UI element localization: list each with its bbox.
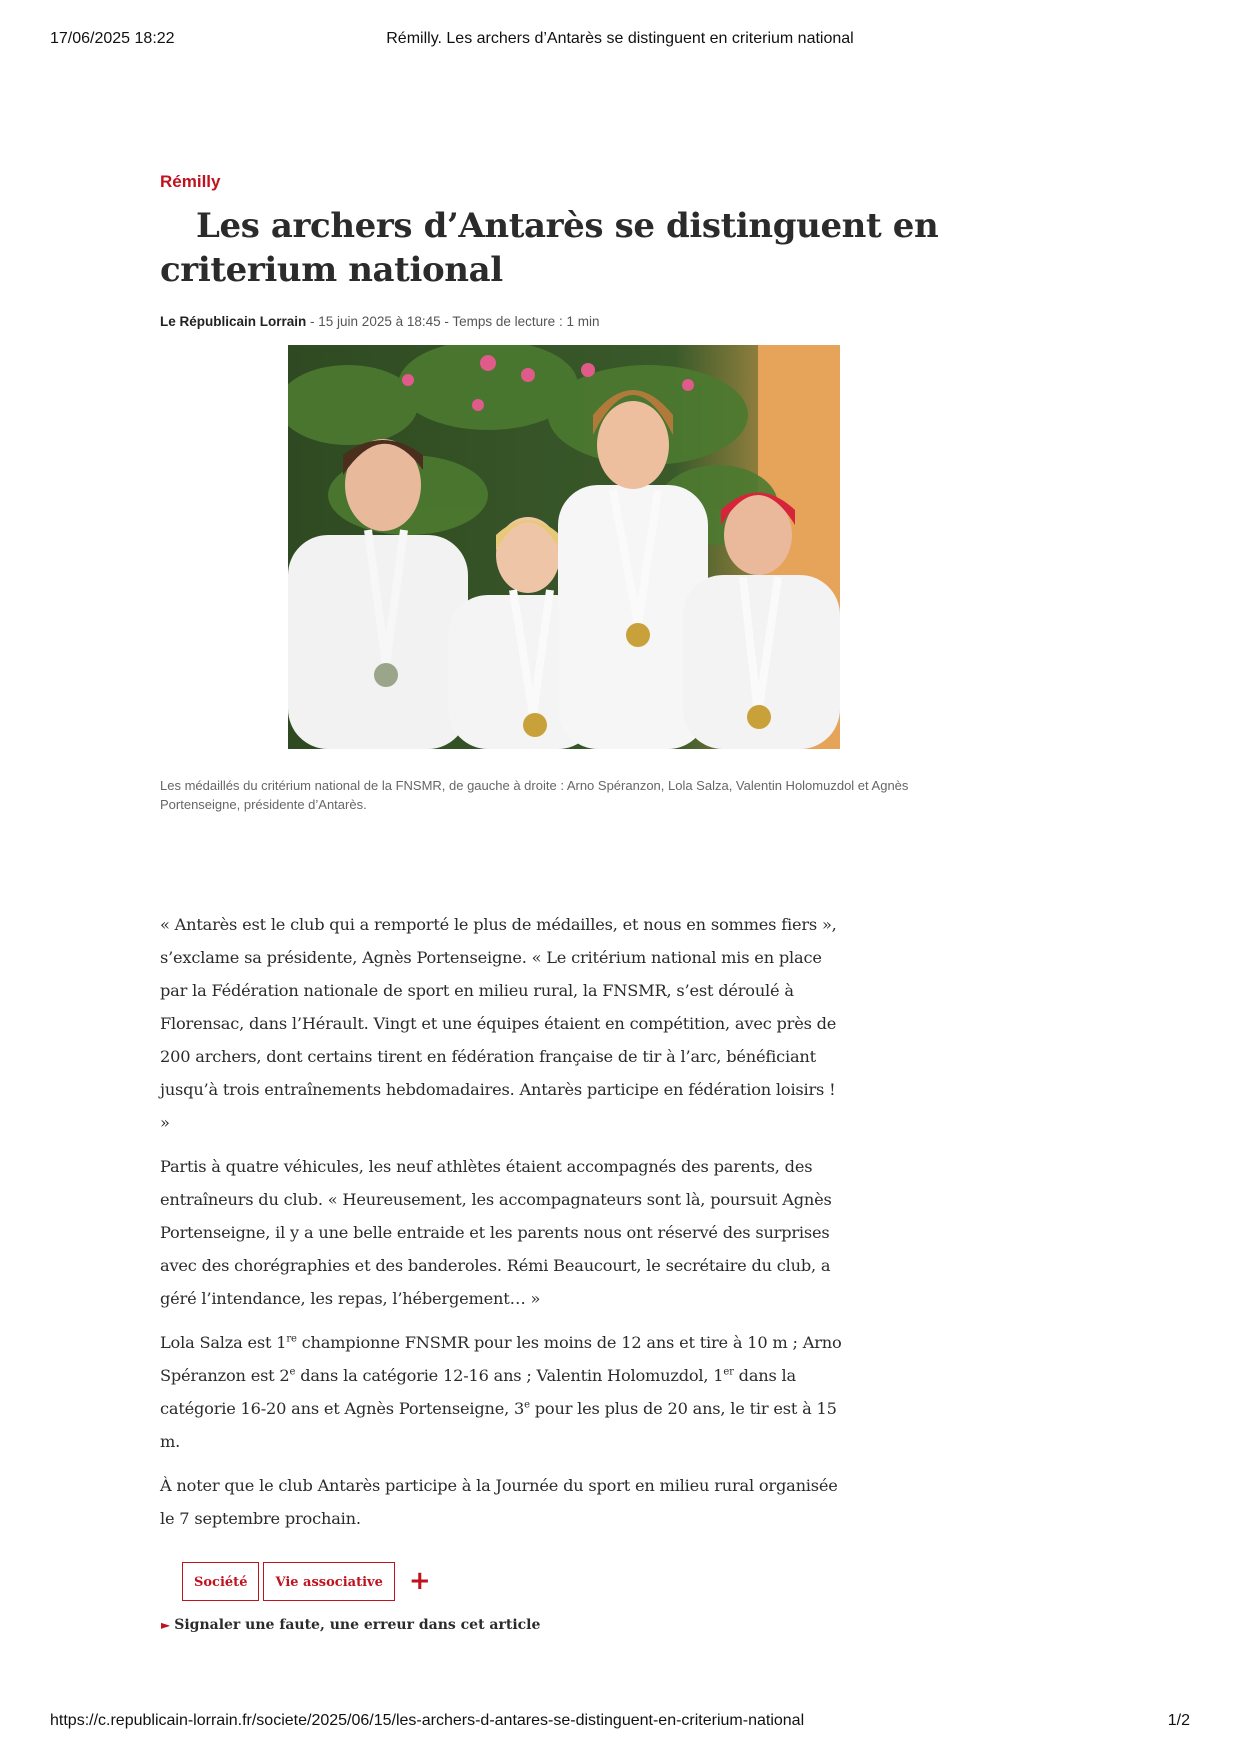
results-sup-4: e: [524, 1399, 530, 1411]
plus-icon[interactable]: +: [408, 1565, 431, 1596]
paragraph-2: Partis à quatre véhicules, les neuf athlètes étaient accompagnés des parents, des entraîneurs du club. « Heureusement, les accompagnateurs sont là, poursuit Agnès Portenseigne, il y a une belle entraide et les parents nous ont réservé des surprises avec des chorégraphies et des banderoles. Rémi Beaucourt, le secrétaire du club, a géré l’intendance, les repas, l’hébergement… »: [160, 1157, 832, 1308]
article-kicker[interactable]: Rémilly: [160, 172, 221, 191]
article-header: [160, 170, 980, 332]
paragraph-closing: À noter que le club Antarès participe à la Journée du sport en milieu rural organisée le 7 septembre prochain.: [160, 1476, 838, 1528]
report-error-link[interactable]: [161, 1614, 540, 1636]
article-body: [160, 908, 850, 1546]
byline-meta: - 15 juin 2025 à 18:45 - Temps de lecture : 1 min: [306, 314, 600, 329]
report-error-label: Signaler une faute, une erreur dans cet article: [174, 1617, 541, 1633]
results-sup-1: re: [286, 1333, 297, 1345]
triangle-right-icon: ►: [161, 1618, 171, 1632]
results-text-4: dans la catégorie 16-20 ans et Agnès Portenseigne, 3: [160, 1366, 796, 1418]
article-headline: Les archers d’Antarès se distinguent en criterium national: [160, 206, 939, 290]
results-text-2: championne FNSMR pour les moins de 12 ans et tire à 10 m ; Arno Spéranzon est 2: [160, 1333, 842, 1385]
paragraph-results: [160, 1326, 850, 1458]
print-header: [50, 30, 1190, 52]
paragraph-1: « Antarès est le club qui a remporté le plus de médailles, et nous en sommes fiers », s’exclame sa présidente, Agnès Portenseigne. « Le critérium national mis en place par la Fédération nationale de sport en milieu rural, la FNSMR, s’est déroulé à Florensac, dans l’Hérault. Vingt et une équipes étaient en compétition, avec près de 200 archers, dont certains tirent en fédération française de tir à l’arc, bénéficiant jusqu’à trois entraînements hebdomadaires. Antarès participe en fédération loisirs ! »: [160, 915, 837, 1132]
results-sup-3: er: [723, 1366, 734, 1378]
results-text-1: Lola Salza est 1: [160, 1333, 287, 1352]
print-footer: [50, 1712, 1190, 1734]
print-page-number: 1/2: [1167, 1712, 1190, 1729]
print-page-title: Rémilly. Les archers d’Antarès se distinguent en criterium national: [386, 30, 854, 47]
results-text-5: pour les plus de 20 ans, le tir est à 15 m.: [160, 1399, 837, 1451]
tag-vie-associative[interactable]: Vie associative: [263, 1562, 394, 1601]
print-url: https://c.republicain-lorrain.fr/societe/2025/06/15/les-archers-d-antares-se-distinguent-en-criterium-national: [50, 1712, 805, 1729]
article-photo: [288, 345, 840, 749]
byline-source: Le Républicain Lorrain: [160, 314, 307, 329]
tag-societe[interactable]: Société: [182, 1562, 259, 1601]
tag-list: [182, 1560, 431, 1602]
photo-caption: Les médaillés du critérium national de la FNSMR, de gauche à droite : Arno Spéranzon, Lola Salza, Valentin Holomuzdol et Agnès Portenseigne, présidente d’Antarès.: [160, 778, 909, 812]
results-text-3: dans la catégorie 12-16 ans ; Valentin Holomuzdol, 1: [295, 1366, 724, 1385]
print-datetime: 17/06/2025 18:22: [50, 30, 175, 47]
results-sup-2: e: [289, 1366, 296, 1378]
article-byline: [160, 312, 980, 332]
